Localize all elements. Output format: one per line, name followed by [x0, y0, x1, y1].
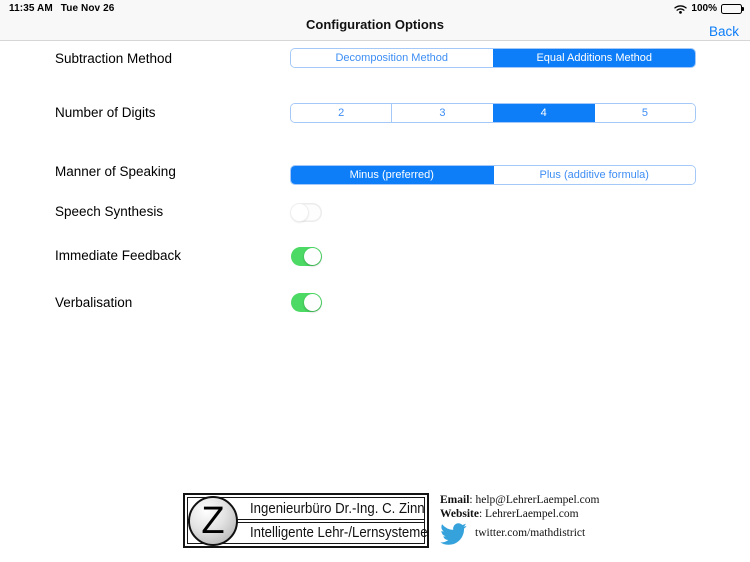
company-logo	[183, 493, 429, 548]
page-title: Configuration Options	[306, 17, 444, 32]
immediate-feedback-toggle[interactable]	[291, 247, 322, 266]
toggle-knob	[291, 204, 308, 221]
website-value: : LehrerLaempel.com	[478, 507, 579, 520]
status-time: 11:35 AM	[9, 3, 53, 14]
segment-digits-2[interactable]: 2	[291, 104, 391, 122]
speech-synthesis-toggle[interactable]	[291, 203, 322, 222]
status-date: Tue Nov 26	[60, 3, 115, 14]
website-label: Website	[440, 507, 479, 520]
segment-digits-5[interactable]: 5	[594, 104, 695, 122]
back-button[interactable]: Back	[708, 24, 739, 39]
speech-synthesis-label: Speech Synthesis	[55, 204, 164, 219]
status-bar-right	[674, 3, 742, 14]
logo-tagline: Intelligente Lehr-/Lernsysteme	[188, 522, 424, 544]
email-value: : help@LehrerLaempel.com	[469, 494, 600, 506]
battery-icon	[721, 4, 742, 14]
verbalisation-label: Verbalisation	[55, 295, 133, 310]
contact-twitter-line	[440, 523, 599, 545]
segment-digits-3[interactable]: 3	[391, 104, 492, 122]
subtraction-method-label: Subtraction Method	[55, 51, 173, 66]
status-bar-left	[9, 3, 114, 14]
wifi-icon	[674, 4, 687, 14]
segment-decomposition-method[interactable]: Decomposition Method	[291, 49, 493, 67]
email-label: Email	[440, 494, 470, 506]
number-of-digits-control	[290, 103, 696, 123]
segment-equal-additions-method[interactable]: Equal Additions Method	[493, 49, 696, 67]
contact-website-line	[440, 508, 599, 522]
toggle-knob	[304, 248, 321, 265]
segment-plus-additive-formula[interactable]: Plus (additive formula)	[493, 166, 696, 184]
toggle-knob	[304, 294, 321, 311]
logo-company-name: Ingenieurbüro Dr.-Ing. C. Zinn	[188, 498, 424, 520]
immediate-feedback-label: Immediate Feedback	[55, 248, 182, 263]
number-of-digits-label: Number of Digits	[55, 105, 156, 120]
twitter-bird-icon	[440, 523, 467, 545]
battery-percent: 100%	[691, 3, 717, 14]
logo-z-icon	[188, 496, 238, 546]
contact-info	[440, 494, 599, 545]
verbalisation-toggle[interactable]	[291, 293, 322, 312]
twitter-handle: twitter.com/mathdistrict	[475, 527, 586, 540]
top-bar	[0, 0, 750, 41]
segment-digits-4[interactable]: 4	[493, 104, 594, 122]
contact-email-line	[440, 494, 599, 508]
manner-of-speaking-label: Manner of Speaking	[55, 164, 176, 179]
logo-letter: Z	[201, 499, 225, 542]
segment-minus-preferred[interactable]: Minus (preferred)	[291, 166, 493, 184]
subtraction-method-control	[290, 48, 696, 68]
manner-of-speaking-control	[290, 165, 696, 185]
